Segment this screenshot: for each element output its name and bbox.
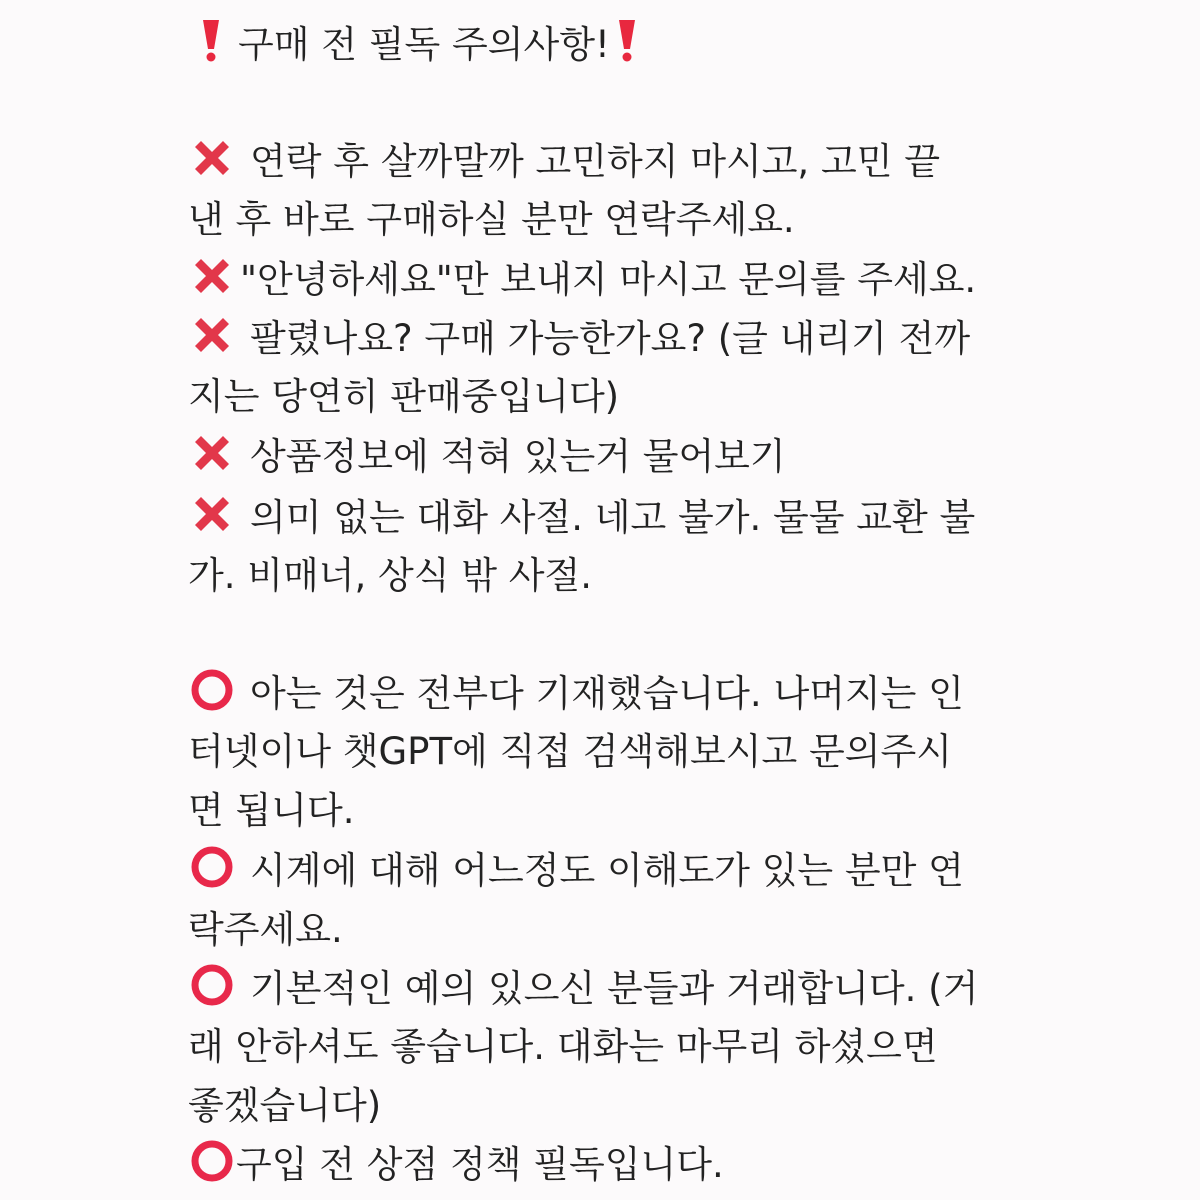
guideline-text: 아는 것은 전부다 기재했습니다. 나머지는 인 [250,672,964,715]
guideline-text: 기본적인 예의 있으신 분들과 거래합니다. (거 [250,967,979,1010]
hollow-circle-icon [188,666,236,714]
hollow-circle-icon [188,843,236,891]
guideline-text: 래 안하셔도 좋습니다. 대화는 마무리 하셨으면 [188,1025,938,1068]
rule-text: "안녕하세요"만 보내지 마시고 문의를 주세요. [240,258,977,301]
rule-text: 팔렸나요? 구매 가능한가요? (글 내리기 전까 [250,317,971,360]
rule-text: 의미 없는 대화 사절. 네고 불가. 물물 교환 불 [250,496,976,539]
rule-line [188,133,940,183]
rule-line [188,310,970,360]
hollow-circle-icon [188,1137,236,1185]
rule-text: 연락 후 살까말까 고민하지 마시고, 고민 끝 [250,140,940,183]
guideline-text: 터넷이나 챗GPT에 직접 검색해보시고 문의주시 [188,730,952,773]
exclamation-icon [198,18,224,64]
guideline-text: 락주세요. [188,908,343,951]
guideline-text: 구입 전 상점 정책 필독입니다. [236,1143,724,1186]
rule-line [188,489,975,539]
guideline-line [188,782,355,832]
notice-title [198,16,640,66]
cross-mark-icon [188,252,236,300]
guideline-text: 면 됩니다. [188,789,355,832]
guideline-line [188,1136,724,1186]
guideline-text: 시계에 대해 어느정도 이해도가 있는 분만 연 [250,849,964,892]
cross-mark-icon [188,490,236,538]
cross-mark-icon [188,134,236,182]
guideline-line [188,960,978,1010]
guideline-line [188,1018,938,1068]
rule-line [188,251,976,301]
rule-text: 상품정보에 적혀 있는거 물어보기 [250,435,786,478]
exclamation-icon [614,18,640,64]
guideline-line [188,901,343,951]
rule-line [188,547,592,597]
guideline-line [188,665,964,715]
cross-mark-icon [188,429,236,477]
notice-title-text: 구매 전 필독 주의사항! [238,23,610,66]
guideline-line [188,723,952,773]
rule-text: 가. 비매너, 상식 밖 사절. [188,554,593,597]
guideline-line [188,1077,381,1127]
guideline-line [188,842,964,892]
rule-line [188,368,619,418]
rule-line [188,191,795,241]
guideline-text: 좋겠습니다) [188,1084,382,1127]
cross-mark-icon [188,311,236,359]
rule-text: 낸 후 바로 구매하실 분만 연락주세요. [188,198,795,241]
rule-line [188,428,786,478]
hollow-circle-icon [188,961,236,1009]
rule-text: 지는 당연히 판매중입니다) [188,375,620,418]
